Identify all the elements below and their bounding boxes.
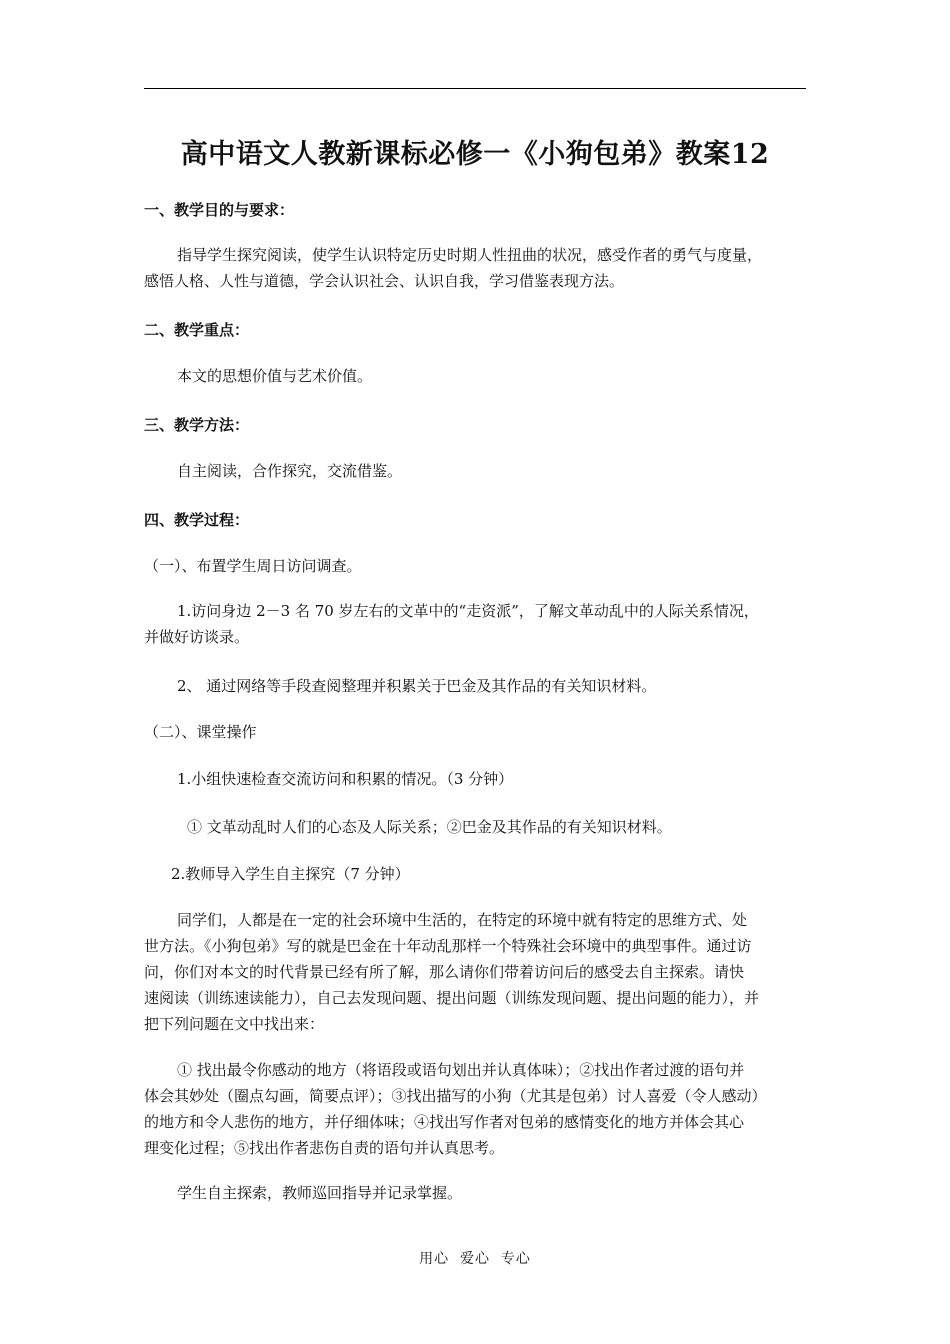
section-heading-key-points: 二、教学重点： xyxy=(144,321,250,339)
objectives-line-2: 感悟人格、人性与道德，学会认识社会、认识自我，学习借鉴表现方法。 xyxy=(144,272,625,290)
intro-line-3: 问，你们对本文的时代背景已经有所了解，那么请你们带着访问后的感受去自主探索。请快 xyxy=(144,963,745,981)
intro-line-4: 速阅读（训练速读能力），自己去发现问题、提出问题（训练发现问题、提出问题的能力），并 xyxy=(144,989,760,1007)
process-part-2-heading: （二）、课堂操作 xyxy=(144,723,257,741)
process-item-1-line-1: 1.访问身边 2－3 名 70 岁左右的文革中的“走资派”，了解文革动乱中的人际关系情况， xyxy=(177,602,759,620)
intro-line-2: 世方法。《小狗包弟》写的就是巴金在十年动乱那样一个特殊社会环境中的典型事件。通过访 xyxy=(144,937,752,955)
intro-line-5: 把下列问题在文中找出来： xyxy=(144,1015,325,1033)
process-step-1-detail: ① 文革动乱时人们的心态及人际关系；②巴金及其作品的有关知识材料。 xyxy=(187,818,672,836)
process-step-2: 2.教师导入学生自主探究（7 分钟） xyxy=(171,865,410,883)
tasks-line-4: 理变化过程；⑤找出作者悲伤自责的语句并认真思考。 xyxy=(144,1139,505,1157)
page-footer: 用心 爱心 专心 xyxy=(419,1251,531,1267)
closing-text: 学生自主探索，教师巡回指导并记录掌握。 xyxy=(177,1184,463,1202)
methods-text: 自主阅读，合作探究，交流借鉴。 xyxy=(177,462,403,480)
intro-line-1: 同学们，人都是在一定的社会环境中生活的，在特定的环境中就有特定的思维方式、处 xyxy=(177,911,748,929)
section-heading-objectives: 一、教学目的与要求： xyxy=(144,201,295,219)
process-step-1: 1.小组快速检查交流访问和积累的情况。（3 分钟） xyxy=(177,770,514,788)
document-title: 高中语文人教新课标必修一《小狗包弟》教案12 xyxy=(180,139,770,170)
section-heading-methods: 三、教学方法： xyxy=(144,416,250,434)
tasks-line-2: 体会其妙处（圈点勾画，简要点评）；③找出描写的小狗（尤其是包弟）讨人喜爱（令人感动） xyxy=(144,1087,767,1105)
tasks-line-3: 的地方和令人悲伤的地方，并仔细体味；④找出写作者对包弟的感情变化的地方并体会其心 xyxy=(144,1113,745,1131)
header-rule xyxy=(144,88,806,89)
tasks-line-1: ① 找出最令你感动的地方（将语段或语句划出并认真体味）；②找出作者过渡的语句并 xyxy=(177,1061,745,1079)
key-points-text: 本文的思想价值与艺术价值。 xyxy=(177,367,373,385)
section-heading-process: 四、教学过程： xyxy=(144,511,250,529)
process-part-1-heading: （一）、布置学生周日访问调查。 xyxy=(144,557,362,575)
process-item-1-line-2: 并做好访谈录。 xyxy=(144,628,250,646)
objectives-line-1: 指导学生探究阅读，使学生认识特定历史时期人性扭曲的状况，感受作者的勇气与度量， xyxy=(177,246,763,264)
process-item-2: 2、 通过网络等手段查阅整理并积累关于巴金及其作品的有关知识材料。 xyxy=(177,677,657,695)
